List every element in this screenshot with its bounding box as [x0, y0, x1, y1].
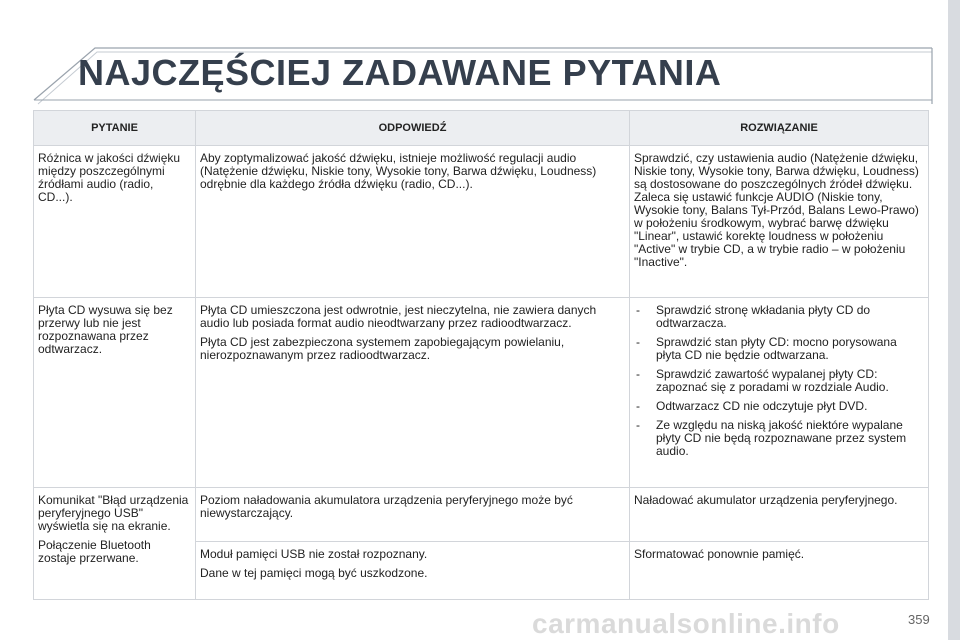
solution-cell	[630, 542, 929, 600]
question-cell	[34, 298, 196, 488]
table-header-row	[34, 111, 929, 146]
list-item: - Sprawdzić stan płyty CD: mocno porysowana płyta CD nie będzie odtwarzana.	[634, 336, 924, 362]
list-item: - Sprawdzić stronę wkładania płyty CD do odtwarzacza.	[634, 304, 924, 330]
solution-cell	[630, 488, 929, 542]
answer-cell	[196, 488, 630, 542]
table-row	[34, 488, 929, 542]
solution-cell	[630, 298, 929, 488]
question-cell	[34, 488, 196, 600]
answer-cell	[196, 542, 630, 600]
table-row	[34, 298, 929, 488]
list-item: - Ze względu na niską jakość niektóre wypalane płyty CD nie będą rozpoznawane przez system audio.	[634, 419, 924, 458]
page-title: NAJCZĘŚCIEJ ZADAWANE PYTANIA	[78, 52, 722, 93]
table-row	[34, 146, 929, 298]
faq-table	[33, 110, 929, 600]
answer-text: Dane w tej pamięci mogą być uszkodzone.	[200, 566, 428, 580]
question-text: Różnica w jakości dźwięku między poszczególnymi źródłami audio (radio, CD...).	[38, 151, 181, 204]
title-bar	[0, 0, 960, 110]
watermark: carmanualsonline.info	[532, 608, 840, 639]
page-edge-strip	[948, 0, 960, 640]
column-header-question: PYTANIE	[34, 111, 196, 146]
question-text: Komunikat "Błąd urządzenia peryferyjnego USB" wyświetla się na ekranie.	[38, 493, 189, 533]
answer-text: Płyta CD umieszczona jest odwrotnie, jest nieczytelna, nie zawiera danych audio lub posiada format audio nieodtwarzany przez radioodtwarzacz.	[200, 303, 597, 330]
answer-cell	[196, 146, 630, 298]
question-text: Połączenie Bluetooth zostaje przerwane.	[38, 538, 151, 565]
answer-cell	[196, 298, 630, 488]
answer-text: Poziom naładowania akumulatora urządzenia peryferyjnego może być niewystarczający.	[200, 493, 573, 520]
answer-text: Płyta CD jest zabezpieczona systemem zapobiegającym powielaniu, nierozpoznawanym przez radioodtwarzacz.	[200, 335, 565, 362]
question-cell	[34, 146, 196, 298]
solution-cell	[630, 146, 929, 298]
page-number: 359	[908, 612, 930, 627]
column-header-answer: ODPOWIEDŹ	[196, 111, 630, 146]
answer-text: Aby zoptymalizować jakość dźwięku, istnieje możliwość regulacji audio (Natężenie dźwięku, Niskie tony, Wysokie tony, Barwa dźwięku, Loudness) odrębnie dla każdego źródła dźwięku (radio, CD...).	[200, 151, 597, 191]
answer-text: Moduł pamięci USB nie został rozpoznany.	[200, 547, 428, 561]
solution-text: Sprawdzić, czy ustawienia audio (Natężenie dźwięku, Niskie tony, Wysokie tony, Barwa dźwięku, Loudness) są dostosowane do poszczególnych źródeł dźwięku. Zaleca się ustawić funkcje AUDIO (Niskie tony, Wysokie tony, Balans Tył-Przód, Balans Lewo-Prawo) w położeniu środkowym, wybrać barwę dźwięku "Linear", ustawić korektę loudness w położeniu "Active" w trybie CD, a w trybie radio – w położeniu "Inactive".	[634, 151, 919, 269]
list-item: - Odtwarzacz CD nie odczytuje płyt DVD.	[634, 400, 924, 413]
solution-text: Sformatować ponownie pamięć.	[634, 547, 805, 561]
list-item: - Sprawdzić zawartość wypalanej płyty CD: zapoznać się z poradami w rozdziale Audio.	[634, 368, 924, 394]
solution-list	[634, 304, 924, 458]
question-text: Płyta CD wysuwa się bez przerwy lub nie jest rozpoznawana przez odtwarzacz.	[38, 303, 173, 356]
column-header-solution: ROZWIĄZANIE	[630, 111, 929, 146]
solution-text: Naładować akumulator urządzenia peryferyjnego.	[634, 493, 898, 507]
